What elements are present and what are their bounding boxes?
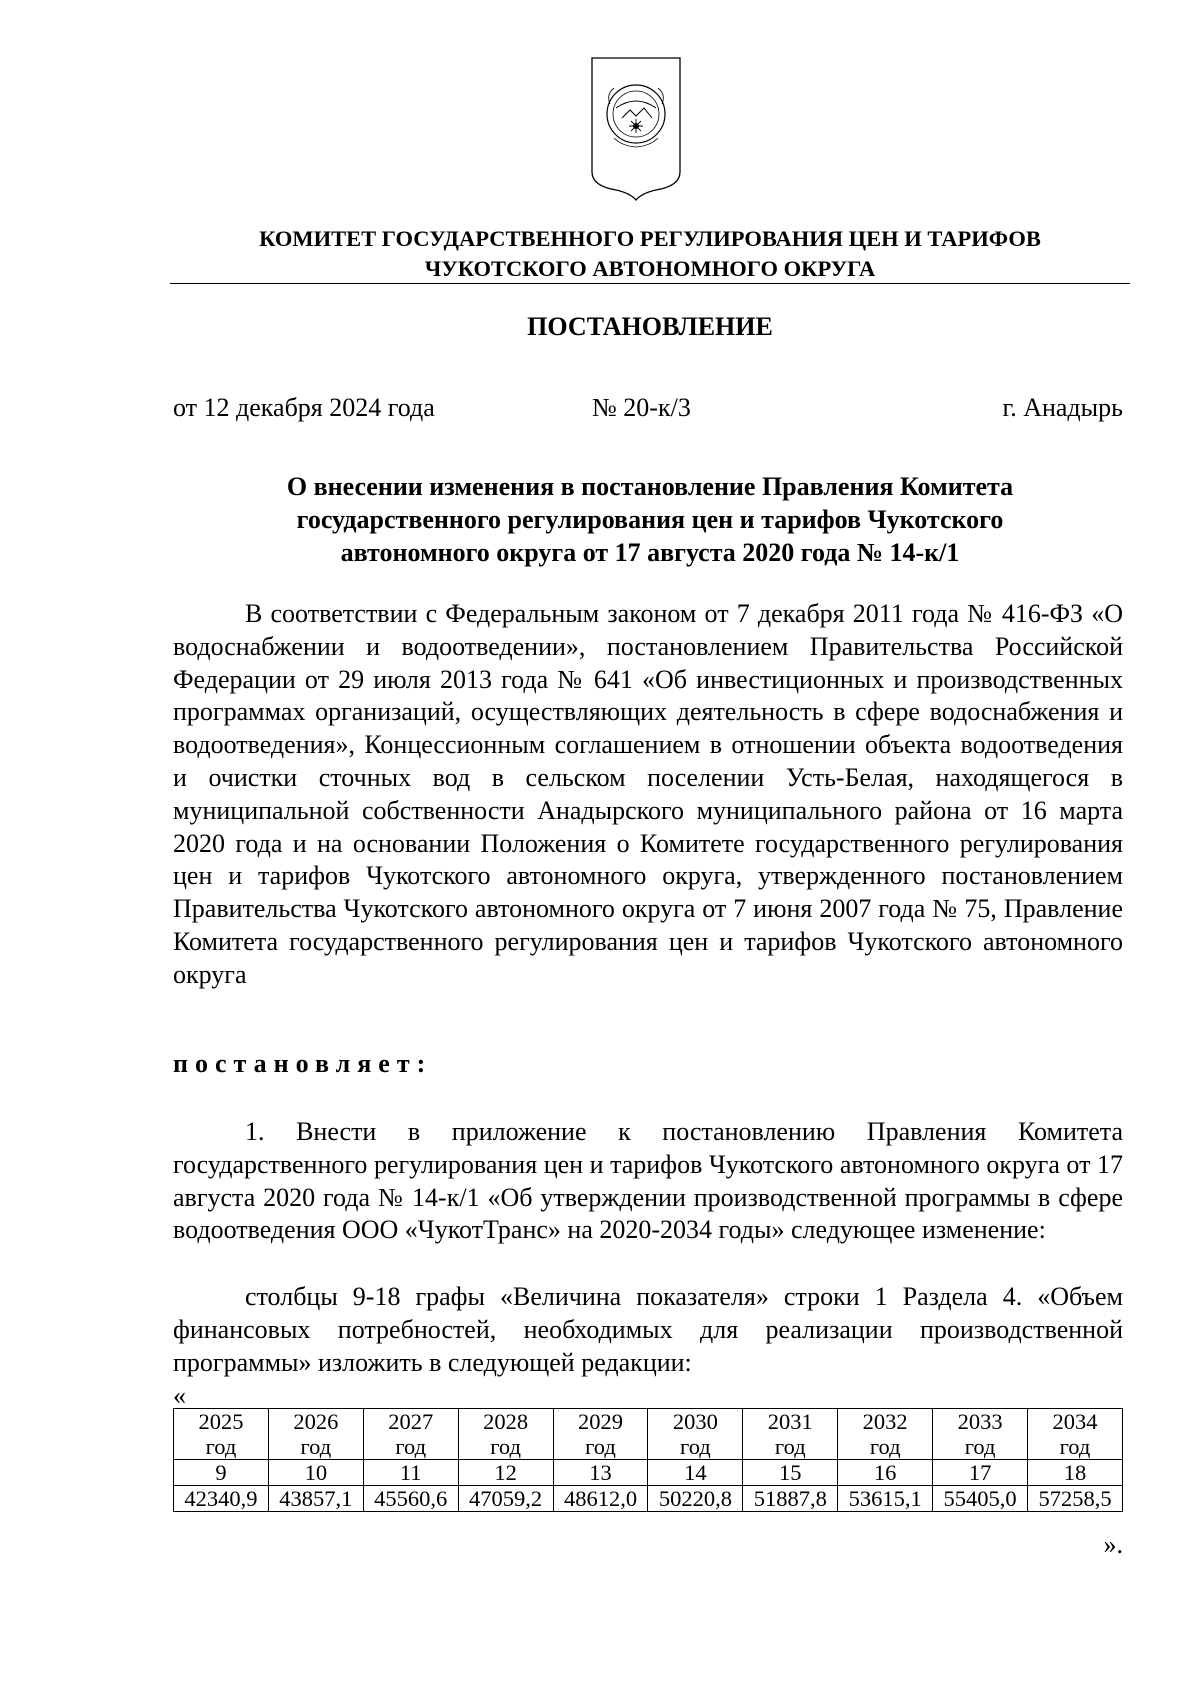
value-cell: 50220,8 bbox=[648, 1486, 743, 1512]
column-number-cell: 9 bbox=[174, 1460, 269, 1486]
document-number: № 20-к/3 bbox=[592, 393, 691, 422]
year-cell: 2025 год bbox=[174, 1409, 269, 1460]
column-number-cell: 17 bbox=[933, 1460, 1028, 1486]
resolves-heading: постановляет: bbox=[173, 1049, 433, 1078]
document-title bbox=[170, 470, 1130, 569]
year-cell: 2034 год bbox=[1028, 1409, 1123, 1460]
document-city: г. Анадырь bbox=[1002, 393, 1123, 422]
committee-name-line1: КОМИТЕТ ГОСУДАРСТВЕННОГО РЕГУЛИРОВАНИЯ ЦЕН И ТАРИФОВ bbox=[259, 226, 1041, 251]
value-cell: 43857,1 bbox=[268, 1486, 363, 1512]
year-cell: 2026 год bbox=[268, 1409, 363, 1460]
value-cell: 47059,2 bbox=[458, 1486, 553, 1512]
closing-quote: ». bbox=[1103, 1530, 1123, 1559]
year-cell: 2032 год bbox=[838, 1409, 933, 1460]
committee-name bbox=[170, 224, 1130, 284]
clause-1-paragraph: 1. Внести в приложение к постановлению Правления Комитета государственного регулирования цен и тарифов Чукотского автономного округа от 17 августа 2020 года № 14-к/1 «Об утверждении производственной программы в сфере водоотведения ООО «ЧукотТранс» на 2020-2034 годы» следующее изменение: bbox=[173, 1117, 1123, 1245]
clause-1-detail-paragraph: столбцы 9-18 графы «Величина показателя» строки 1 Раздела 4. «Объем финансовых потребностей, необходимых для реализации производственной программы» изложить в следующей редакции: bbox=[173, 1282, 1123, 1377]
document-type: ПОСТАНОВЛЕНИЕ bbox=[527, 312, 773, 341]
value-cell: 53615,1 bbox=[838, 1486, 933, 1512]
coat-of-arms-emblem bbox=[586, 54, 686, 202]
column-number-cell: 11 bbox=[363, 1460, 458, 1486]
value-cell: 55405,0 bbox=[933, 1486, 1028, 1512]
title-line3: автономного округа от 17 августа 2020 года № 14-к/1 bbox=[340, 538, 960, 567]
opening-quote: « bbox=[173, 1381, 186, 1410]
column-number-cell: 14 bbox=[648, 1460, 743, 1486]
column-number-cell: 13 bbox=[553, 1460, 648, 1486]
column-number-cell: 15 bbox=[743, 1460, 838, 1486]
document-date: от 12 декабря 2024 года bbox=[173, 393, 435, 422]
column-number-cell: 10 bbox=[268, 1460, 363, 1486]
committee-name-line2: ЧУКОТСКОГО АВТОНОМНОГО ОКРУГА bbox=[424, 256, 876, 281]
column-number-cell: 16 bbox=[838, 1460, 933, 1486]
year-cell: 2030 год bbox=[648, 1409, 743, 1460]
value-cell: 45560,6 bbox=[363, 1486, 458, 1512]
year-cell: 2029 год bbox=[553, 1409, 648, 1460]
title-line2: государственного регулирования цен и тарифов Чукотского bbox=[296, 505, 1004, 534]
table-year-row bbox=[174, 1409, 1123, 1460]
value-cell: 57258,5 bbox=[1028, 1486, 1123, 1512]
year-cell: 2031 год bbox=[743, 1409, 838, 1460]
table-column-number-row bbox=[174, 1460, 1123, 1486]
title-line1: О внесении изменения в постановление Правления Комитета bbox=[286, 472, 1014, 501]
value-cell: 42340,9 bbox=[174, 1486, 269, 1512]
year-cell: 2033 год bbox=[933, 1409, 1028, 1460]
year-cell: 2027 год bbox=[363, 1409, 458, 1460]
table-value-row bbox=[174, 1486, 1123, 1512]
value-cell: 51887,8 bbox=[743, 1486, 838, 1512]
column-number-cell: 12 bbox=[458, 1460, 553, 1486]
header-divider bbox=[170, 283, 1130, 284]
year-cell: 2028 год bbox=[458, 1409, 553, 1460]
financial-needs-table bbox=[173, 1408, 1123, 1512]
value-cell: 48612,0 bbox=[553, 1486, 648, 1512]
preamble-paragraph: В соответствии с Федеральным законом от 7 декабря 2011 года № 416-ФЗ «О водоснабжении и водоотведении», постановлением Правительства Российской Федерации от 29 июля 2013 года № 641 «Об инвестиционных и производственных программах организаций, осуществляющих деятельность в сфере водоснабжения и водоотведения», Концессионным соглашением в отношении объекта водоотведения и очистки сточных вод в сельском поселении Усть-Белая, находящегося в муниципальной собственности Анадырского муниципального района от 16 марта 2020 года и на основании Положения о Комитете государственного регулирования цен и тарифов Чукотского автономного округа, утвержденного постановлением Правительства Чукотского автономного округа от 7 июня 2007 года № 75, Правление Комитета государственного регулирования цен и тарифов Чукотского автономного округа bbox=[173, 599, 1123, 989]
column-number-cell: 18 bbox=[1028, 1460, 1123, 1486]
